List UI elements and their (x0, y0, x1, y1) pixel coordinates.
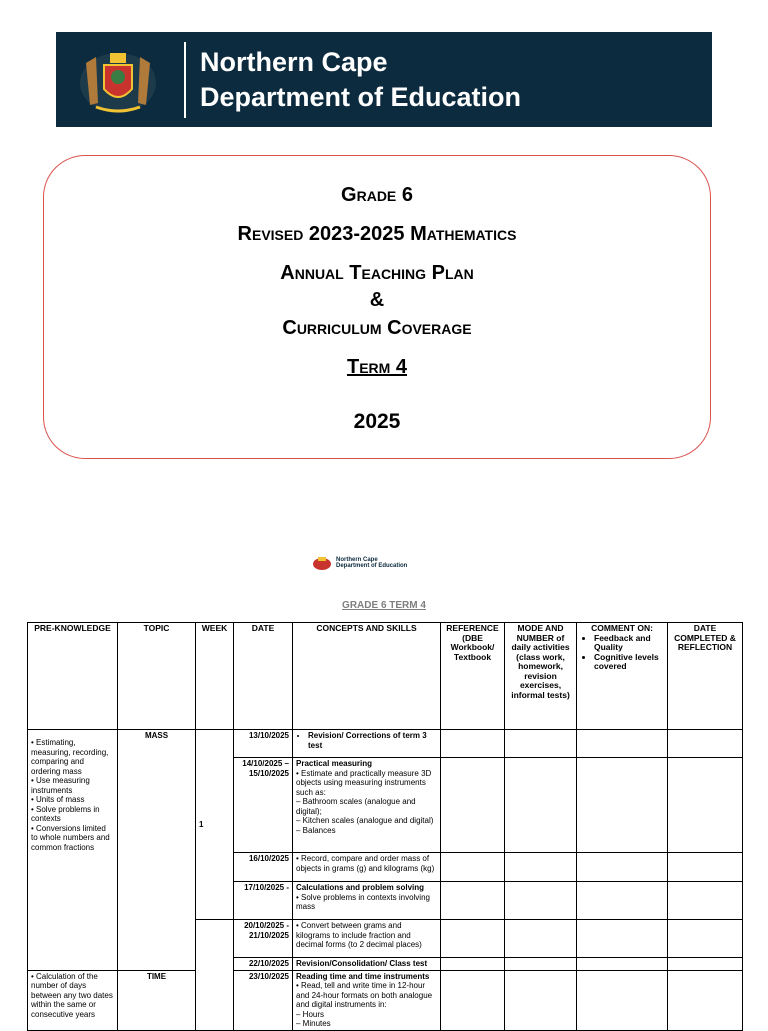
row-date: 17/10/2025 - (234, 882, 293, 920)
row-concepts (293, 758, 441, 853)
coverage-title: Curriculum Coverage (282, 317, 472, 339)
mass-week: 1 (196, 730, 234, 920)
teaching-plan-table (27, 622, 743, 1031)
week-cell (196, 920, 234, 1031)
row-concepts (293, 970, 441, 1030)
mode-cell (505, 958, 577, 971)
row-title: Practical measuring (296, 759, 373, 768)
time-topic: TIME (118, 970, 196, 1030)
comment-cell (577, 730, 668, 758)
banner-line-2: Department of Education (200, 81, 522, 112)
row-concepts (293, 730, 441, 758)
reference-cell (441, 758, 505, 853)
row-body: • Solve problems in contexts involving mass (296, 892, 430, 911)
completed-cell (668, 970, 743, 1030)
comment-cell (577, 958, 668, 971)
mode-cell (505, 882, 577, 920)
ampersand: & (369, 289, 385, 311)
term-label: Term 4 (346, 356, 407, 378)
mode-cell (505, 853, 577, 882)
completed-cell (668, 730, 743, 758)
header-comment-label: COMMENT ON: (591, 623, 653, 633)
coat-of-arms-icon (76, 43, 160, 117)
plan-title: Annual Teaching Plan (280, 262, 474, 284)
header-date: DATE (234, 623, 293, 730)
small-logo-line-1: Northern Cape (336, 557, 378, 563)
mode-cell (505, 758, 577, 853)
row-date: 22/10/2025 (234, 958, 293, 971)
reference-cell (441, 730, 505, 758)
row-concepts (293, 920, 441, 958)
small-logo (312, 555, 422, 571)
completed-cell (668, 758, 743, 853)
header-concepts: CONCEPTS AND SKILLS (293, 623, 441, 730)
row-title: • Revision/ Corrections of term 3 test (308, 731, 437, 750)
header-row (28, 623, 743, 730)
mass-topic: MASS (118, 730, 196, 971)
reference-cell (441, 882, 505, 920)
small-logo-line-2: Department of Education (336, 563, 408, 569)
table-row (28, 730, 743, 758)
header-comment (577, 623, 668, 730)
row-body: • Read, tell and write time in 12-hour and 24-hour formats on both analogue and digital instruments in: – Hours – Minutes (296, 981, 433, 1028)
mass-pre-knowledge: • Estimating, measuring, recording, comparing and ordering mass • Use measuring instruments • Units of mass • Solve problems in contexts • Conversions limited to whole numbers and common fractions (28, 730, 118, 971)
mode-cell (505, 730, 577, 758)
comment-item: • Cognitive levels covered (594, 653, 664, 672)
header-banner (56, 32, 712, 127)
subject-title: Revised 2023-2025 Mathematics (237, 223, 517, 245)
time-pre-knowledge: • Calculation of the number of days between any two dates within the same or consecutive years (28, 970, 118, 1030)
banner-line-1: Northern Cape (200, 46, 388, 77)
header-week: WEEK (196, 623, 234, 730)
term-title (44, 356, 710, 379)
row-body: • Estimate and practically measure 3D objects using measuring instruments such as: – Bathroom scales (analogue and digital); – Kitchen scales (analogue and digital) – Balances (296, 768, 434, 835)
header-reference: REFERENCE (DBE Workbook/ Textbook (441, 623, 505, 730)
comment-cell (577, 970, 668, 1030)
table-title: GRADE 6 TERM 4 (342, 600, 426, 611)
small-logo-text (336, 557, 407, 569)
row-date: 23/10/2025 (234, 970, 293, 1030)
reference-cell (441, 970, 505, 1030)
reference-cell (441, 958, 505, 971)
header-topic: TOPIC (118, 623, 196, 730)
table-row (28, 970, 743, 1030)
completed-cell (668, 958, 743, 971)
row-concepts (293, 882, 441, 920)
completed-cell (668, 920, 743, 958)
banner-title (200, 45, 521, 115)
row-concepts (293, 853, 441, 882)
completed-cell (668, 882, 743, 920)
row-title: Calculations and problem solving (296, 883, 425, 892)
mode-cell (505, 970, 577, 1030)
year-title: 2025 (353, 410, 401, 433)
header-mode: MODE AND NUMBER of daily activities (class work, homework, revision exercises, informal tests) (505, 623, 577, 730)
row-date: 14/10/2025 – 15/10/2025 (234, 758, 293, 853)
row-body: • Record, compare and order mass of objects in grams (g) and kilograms (kg) (296, 854, 435, 873)
mini-coat-of-arms-icon (312, 556, 332, 570)
mode-cell (505, 920, 577, 958)
comment-list (580, 634, 664, 672)
row-title: Revision/Consolidation/ Class test (293, 958, 441, 971)
completed-cell (668, 853, 743, 882)
banner-divider (184, 42, 186, 118)
comment-cell (577, 882, 668, 920)
comment-cell (577, 920, 668, 958)
grade-title: Grade 6 (341, 184, 413, 206)
row-body: • Convert between grams and kilograms to include fraction and decimal forms (to 2 decimal places) (296, 921, 422, 949)
row-date: 13/10/2025 (234, 730, 293, 758)
comment-cell (577, 758, 668, 853)
row-date: 20/10/2025 - 21/10/2025 (234, 920, 293, 958)
header-completed: DATE COMPLETED & REFLECTION (668, 623, 743, 730)
comment-item: • Feedback and Quality (594, 634, 664, 653)
cover-title-box (43, 155, 711, 459)
reference-cell (441, 920, 505, 958)
header-pre-knowledge: PRE-KNOWLEDGE (28, 623, 118, 730)
row-title: Reading time and time instruments (296, 971, 430, 981)
comment-cell (577, 853, 668, 882)
reference-cell (441, 853, 505, 882)
row-date: 16/10/2025 (234, 853, 293, 882)
